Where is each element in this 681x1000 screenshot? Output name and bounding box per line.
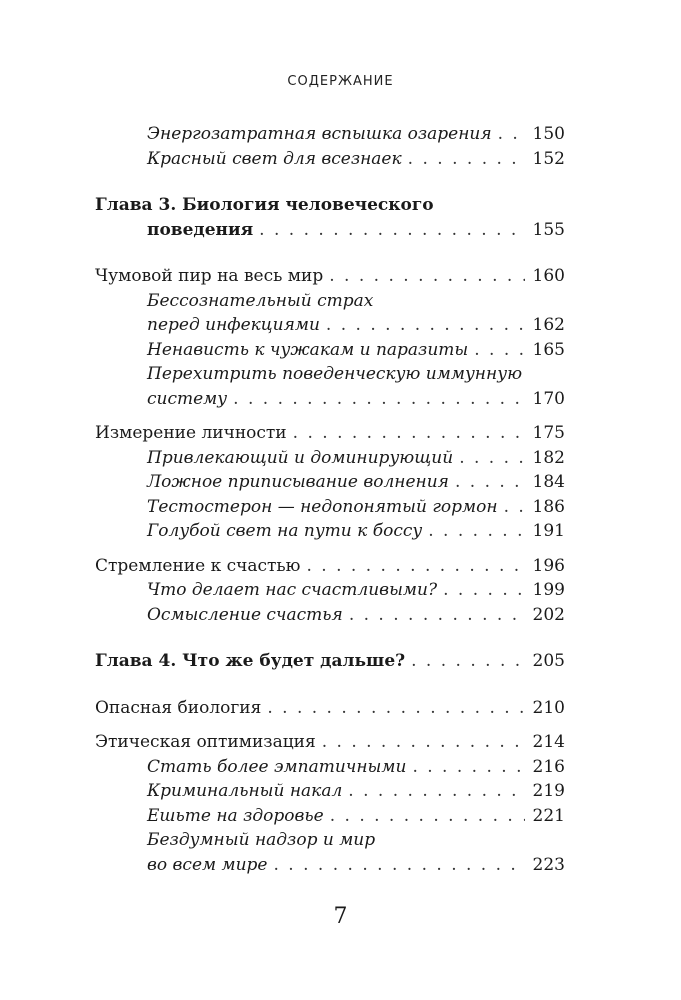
toc-entry — [95, 446, 565, 471]
leader-dots — [267, 696, 525, 721]
toc-entry-title: Ешьте на здоровье — [147, 805, 324, 826]
toc-entry-page: 191 — [532, 521, 565, 541]
leader-dots — [259, 218, 525, 243]
toc-entry-title: Стать более эмпатичными — [147, 756, 407, 777]
toc-entry — [95, 313, 565, 338]
leader-dots — [274, 853, 526, 878]
toc-entry — [95, 578, 565, 603]
toc-entry-title: Этическая оптимизация — [95, 732, 316, 752]
toc-entry — [95, 289, 565, 314]
toc-entry-page: 199 — [532, 580, 565, 600]
toc-entry-title: Голубой свет на пути к боссу — [147, 521, 423, 541]
running-head: СОДЕРЖАНИЕ — [287, 74, 394, 89]
toc-entry-title: во всем мире — [147, 854, 268, 875]
toc-chapter-heading — [95, 649, 565, 674]
toc-entry — [95, 804, 565, 829]
toc-entry-title: Опасная биология — [95, 697, 262, 718]
leader-dots — [412, 755, 525, 780]
toc-entry-page: 155 — [532, 219, 565, 240]
toc-entry — [95, 519, 565, 544]
toc-entry-page: 175 — [532, 423, 565, 443]
toc-entry — [95, 470, 565, 495]
toc-entry — [95, 387, 565, 412]
toc-entry — [95, 755, 565, 780]
toc-section — [95, 730, 565, 755]
toc-entry-title: Бессознательный страх — [147, 290, 374, 311]
toc-section — [95, 554, 565, 579]
toc-entry-page: 182 — [532, 447, 565, 468]
leader-dots — [459, 446, 525, 471]
toc-entry-page: 223 — [532, 854, 565, 875]
toc-entry-title: Тестостерон — недопонятый гормон — [147, 496, 498, 517]
leader-dots — [322, 730, 525, 755]
toc-entry-title: Привлекающий и доминирующий — [147, 447, 454, 468]
leader-dots — [498, 122, 525, 147]
toc-entry-title: перед инфекциями — [147, 315, 320, 335]
toc-entry-page: 216 — [532, 756, 565, 777]
toc-entry-page: 221 — [532, 805, 565, 826]
toc-entry-title: Глава 4. Что же будет дальше? — [95, 651, 406, 671]
leader-dots — [330, 804, 525, 829]
toc-entry-page: 152 — [532, 148, 565, 169]
toc-entry-title: Ненависть к чужакам и паразиты — [147, 339, 469, 360]
leader-dots — [428, 519, 525, 544]
toc-entry-title: Криминальный накал — [147, 781, 343, 801]
toc-entry-title: Энергозатратная вспышка озарения — [147, 124, 492, 144]
toc-entry-page: 219 — [532, 781, 565, 801]
toc-entry-page: 210 — [532, 697, 565, 718]
leader-dots — [504, 495, 525, 520]
leader-dots — [408, 147, 525, 172]
toc-entry-title: Что делает нас счастливыми? — [147, 580, 438, 600]
toc-entry — [95, 853, 565, 878]
toc-entry — [95, 362, 565, 387]
leader-dots — [411, 649, 525, 674]
toc-section — [95, 696, 565, 721]
toc-entry-title: Осмысление счастья — [147, 604, 343, 625]
table-of-contents — [95, 122, 565, 877]
leader-dots — [474, 338, 525, 363]
toc-entry-page: 170 — [532, 388, 565, 409]
leader-dots — [455, 470, 525, 495]
page-number: 7 — [333, 904, 348, 929]
toc-entry-page: 202 — [532, 604, 565, 625]
toc-section — [95, 264, 565, 289]
leader-dots — [306, 554, 525, 579]
toc-entry-title: Красный свет для всезнаек — [147, 148, 402, 169]
toc-entry-page: 214 — [532, 732, 565, 752]
toc-entry-page: 184 — [532, 472, 565, 492]
leader-dots — [349, 603, 525, 628]
toc-entry-title: Глава 3. Биология человеческого — [95, 195, 434, 215]
toc-entry — [95, 122, 565, 147]
toc-entry — [95, 828, 565, 853]
toc-entry-title: Стремление к счастью — [95, 555, 301, 576]
toc-section — [95, 421, 565, 446]
leader-dots — [443, 578, 525, 603]
toc-entry-page: 196 — [532, 555, 565, 576]
toc-entry-title: систему — [147, 388, 228, 409]
toc-entry — [95, 603, 565, 628]
toc-entry-title: Чумовой пир на весь мир — [95, 266, 324, 286]
leader-dots — [326, 313, 525, 338]
toc-chapter-heading — [95, 193, 565, 218]
toc-entry-title: Бездумный надзор и мир — [147, 830, 376, 850]
toc-entry-page: 186 — [532, 496, 565, 517]
leader-dots — [329, 264, 525, 289]
toc-entry-title: Измерение личности — [95, 423, 287, 443]
leader-dots — [233, 387, 525, 412]
toc-entry — [95, 147, 565, 172]
toc-entry-page: 205 — [532, 651, 565, 671]
toc-entry-page: 160 — [532, 266, 565, 286]
toc-entry — [95, 338, 565, 363]
toc-entry-page: 162 — [532, 315, 565, 335]
toc-entry — [95, 495, 565, 520]
toc-chapter-heading-cont — [95, 218, 565, 243]
toc-entry-title: поведения — [147, 219, 254, 240]
toc-entry-title: Перехитрить поведенческую иммунную — [147, 364, 523, 384]
toc-entry-page: 165 — [532, 339, 565, 360]
leader-dots — [348, 779, 525, 804]
toc-entry-title: Ложное приписывание волнения — [147, 472, 449, 492]
toc-entry-page: 150 — [532, 124, 565, 144]
toc-entry — [95, 779, 565, 804]
leader-dots — [293, 421, 525, 446]
